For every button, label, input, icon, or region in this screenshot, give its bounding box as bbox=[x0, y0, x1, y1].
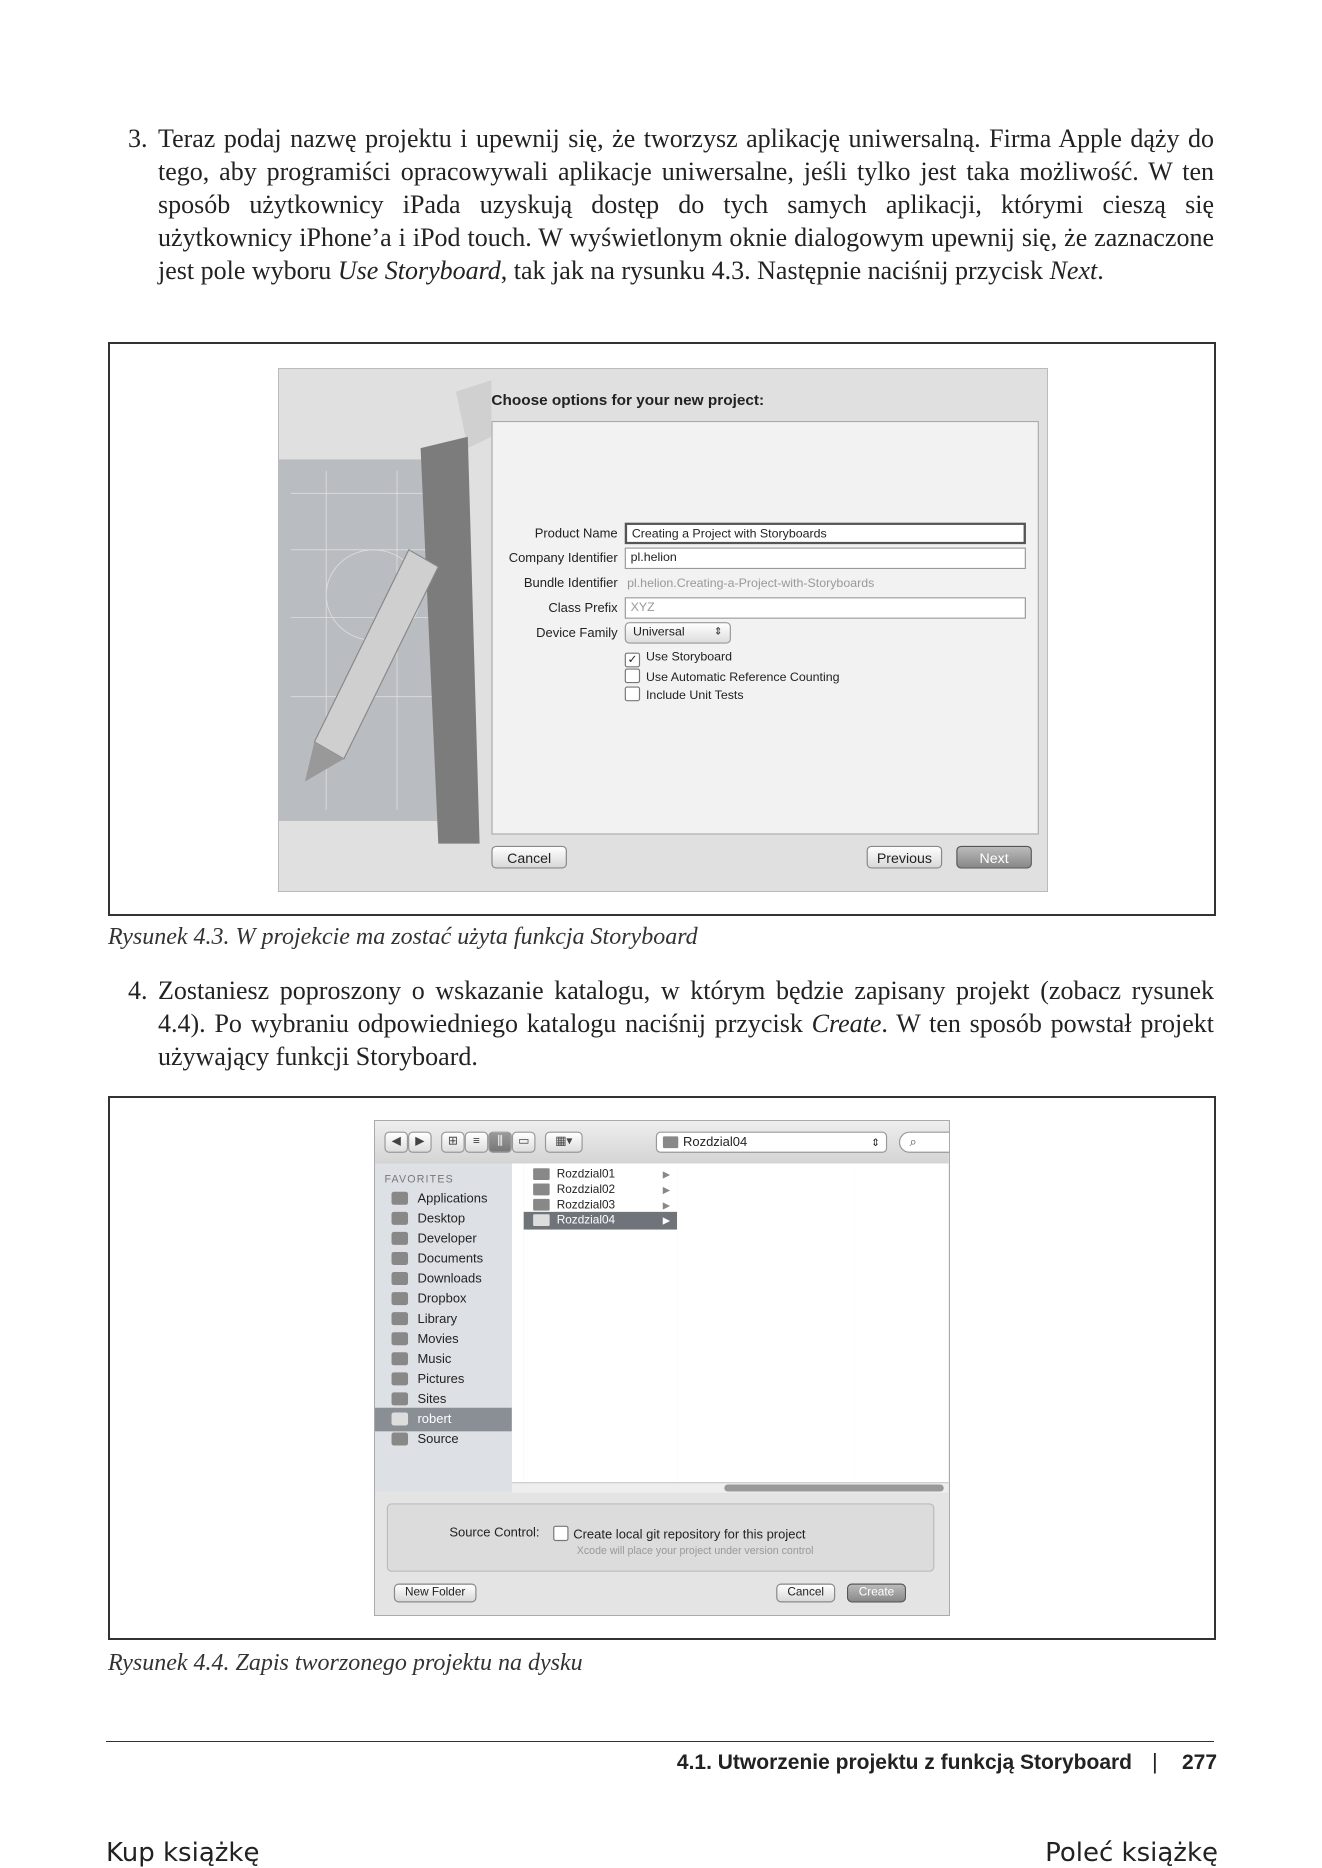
home-icon bbox=[392, 1412, 409, 1425]
use-arc-checkbox[interactable]: Use Automatic Reference Counting bbox=[625, 668, 840, 684]
product-name-row bbox=[493, 522, 1038, 549]
sidebar-item-applications[interactable]: Applications bbox=[375, 1187, 512, 1211]
bundle-identifier-value: pl.helion.Creating-a-Project-with-Storyboards bbox=[627, 576, 875, 591]
downloads-icon bbox=[392, 1272, 409, 1285]
new-project-options-dialog bbox=[278, 368, 1048, 892]
folder-icon bbox=[533, 1168, 550, 1180]
source-control-hint: Xcode will place your project under version control bbox=[576, 1544, 814, 1557]
folder-icon bbox=[533, 1214, 550, 1226]
footer-section-title: 4.1. Utworzenie projektu z funkcją Storyboard bbox=[676, 1751, 1132, 1774]
back-button[interactable]: ◀ bbox=[384, 1132, 408, 1153]
step-3-text: Teraz podaj nazwę projektu i upewnij się, że tworzysz aplikację uniwersalną. Firma Apple dąży do tego, aby programiści opracowywali aplikacje uniwersalne, jeśli tylko jest taka możliwość. W ten sposób użytkownicy iPada uzyskują dostęp do tych samych aplikacji, którymi cieszą się użytkownicy iPhone’a i iPod touch. W wyświetlonym oknie dialogowym upewnij się, że zaznaczone jest pole wyboru Use Storyboard, tak jak na rysunku 4.3. Następnie naciśnij przycisk Next. bbox=[158, 124, 1214, 285]
footer-rule bbox=[106, 1741, 1214, 1742]
figure-4-3-frame bbox=[108, 342, 1216, 916]
disclosure-arrow-icon: ▶ bbox=[662, 1184, 670, 1196]
device-family-row bbox=[493, 621, 1038, 648]
disclosure-arrow-icon: ▶ bbox=[662, 1169, 670, 1180]
browser-column-2 bbox=[524, 1163, 679, 1482]
footer-separator: | bbox=[1152, 1749, 1158, 1774]
desktop-icon bbox=[392, 1212, 409, 1225]
checkbox-empty-icon bbox=[625, 668, 640, 683]
step-4-text: Zostaniesz poproszony o wskazanie katalogu, w którym będzie zapisany projekt (zobacz rysunek 4.4). Po wybraniu odpowiedniego katalogu naciśnij przycisk Create. W ten sposób powstał projekt używający funkcji Storyboard. bbox=[158, 976, 1214, 1071]
source-control-label: Source Control: bbox=[449, 1525, 540, 1540]
step-4-paragraph bbox=[128, 974, 1214, 1073]
product-name-label: Product Name bbox=[534, 527, 618, 541]
bundle-identifier-row bbox=[493, 571, 1038, 598]
sidebar-item-sites[interactable]: Sites bbox=[375, 1388, 512, 1412]
sidebar-item-downloads[interactable]: Downloads bbox=[375, 1267, 512, 1291]
cancel-button[interactable]: Cancel bbox=[776, 1584, 835, 1603]
figure-4-4-caption: Rysunek 4.4. Zapis tworzonego projektu na dysku bbox=[108, 1650, 583, 1676]
step-3-number: 3. bbox=[128, 124, 148, 153]
sidebar-item-library[interactable]: Library bbox=[375, 1307, 512, 1331]
folder-row-rozdzial04[interactable]: Rozdzial04 ▶ bbox=[524, 1212, 677, 1230]
coverflow-view-button[interactable]: ▭ bbox=[512, 1132, 536, 1153]
checkbox-empty-icon bbox=[553, 1526, 568, 1541]
browser-column-4 bbox=[854, 1163, 948, 1482]
folder-icon bbox=[392, 1392, 409, 1405]
sidebar-item-source[interactable]: Source bbox=[375, 1428, 512, 1452]
folder-row-rozdzial01[interactable]: Rozdzial01 ▶ bbox=[524, 1166, 677, 1184]
page-number: 277 bbox=[1182, 1751, 1218, 1774]
column-view-button[interactable]: ⫼ bbox=[488, 1132, 512, 1153]
bundle-identifier-label: Bundle Identifier bbox=[523, 576, 618, 591]
class-prefix-label: Class Prefix bbox=[548, 601, 618, 616]
create-button[interactable]: Create bbox=[847, 1584, 906, 1603]
previous-button[interactable]: Previous bbox=[867, 846, 943, 869]
cancel-button[interactable]: Cancel bbox=[491, 846, 567, 869]
horizontal-scrollbar[interactable] bbox=[512, 1482, 949, 1493]
save-dialog bbox=[374, 1120, 950, 1616]
source-control-panel bbox=[387, 1503, 935, 1571]
product-name-field[interactable]: Creating a Project with Storyboards bbox=[625, 523, 1026, 544]
device-family-label: Device Family bbox=[536, 626, 618, 641]
class-prefix-row bbox=[493, 596, 1038, 623]
sidebar-item-music[interactable]: Music bbox=[375, 1348, 512, 1372]
updown-arrows-icon: ⇕ bbox=[713, 625, 723, 637]
folder-row-rozdzial03[interactable]: Rozdzial03 ▶ bbox=[524, 1197, 677, 1215]
sidebar-item-desktop[interactable]: Desktop bbox=[375, 1207, 512, 1231]
scrollbar-thumb[interactable] bbox=[724, 1484, 943, 1491]
next-button[interactable]: Next bbox=[956, 846, 1032, 869]
folder-icon bbox=[392, 1312, 409, 1325]
recommend-book-link[interactable]: Poleć książkę bbox=[1045, 1838, 1218, 1868]
blueprint-tools-art bbox=[279, 369, 491, 889]
figure-4-3-caption: Rysunek 4.3. W projekcie ma zostać użyta funkcja Storyboard bbox=[108, 924, 698, 950]
icon-view-button[interactable]: ⊞ bbox=[441, 1132, 465, 1153]
sidebar-item-movies[interactable]: Movies bbox=[375, 1328, 512, 1352]
step-4-number: 4. bbox=[128, 976, 148, 1005]
folder-row-rozdzial02[interactable]: Rozdzial02 ▶ bbox=[524, 1181, 677, 1199]
include-unit-tests-checkbox[interactable]: Include Unit Tests bbox=[625, 687, 744, 703]
favorites-header: FAVORITES bbox=[384, 1172, 454, 1185]
arrange-button[interactable]: ▦▾ bbox=[545, 1132, 583, 1153]
disclosure-arrow-icon: ▶ bbox=[662, 1215, 670, 1227]
sidebar-item-dropbox[interactable]: Dropbox bbox=[375, 1287, 512, 1311]
folder-icon bbox=[663, 1136, 678, 1148]
sidebar-item-documents[interactable]: Documents bbox=[375, 1247, 512, 1271]
folder-icon bbox=[392, 1433, 409, 1446]
buy-book-link[interactable]: Kup książkę bbox=[106, 1838, 260, 1868]
sidebar-item-robert[interactable]: robert bbox=[375, 1408, 512, 1432]
company-identifier-field[interactable]: pl.helion bbox=[625, 548, 1026, 569]
applications-icon bbox=[392, 1192, 409, 1205]
sidebar-item-pictures[interactable]: Pictures bbox=[375, 1368, 512, 1392]
class-prefix-field[interactable]: XYZ bbox=[625, 597, 1026, 618]
pictures-icon bbox=[392, 1372, 409, 1385]
updown-arrows-icon: ⇕ bbox=[871, 1136, 881, 1149]
magnifier-icon: ⌕ bbox=[909, 1135, 917, 1150]
git-repository-checkbox[interactable]: Create local git repository for this project bbox=[553, 1526, 805, 1543]
device-family-select[interactable]: Universal ⇕ bbox=[625, 622, 731, 643]
company-identifier-row bbox=[493, 546, 1038, 573]
checkbox-empty-icon bbox=[625, 687, 640, 702]
folder-icon bbox=[533, 1199, 550, 1211]
documents-icon bbox=[392, 1252, 409, 1265]
browser-column-3 bbox=[677, 1163, 855, 1482]
music-icon bbox=[392, 1352, 409, 1365]
checkmark-icon: ✓ bbox=[625, 653, 640, 668]
folder-icon bbox=[392, 1232, 409, 1245]
step-3-paragraph bbox=[128, 122, 1214, 287]
company-identifier-label: Company Identifier bbox=[508, 552, 618, 566]
figure-4-4-frame bbox=[108, 1096, 1216, 1640]
dialog-heading: Choose options for your new project: bbox=[491, 391, 765, 409]
folder-icon bbox=[392, 1292, 409, 1305]
disclosure-arrow-icon: ▶ bbox=[662, 1200, 670, 1211]
folder-icon bbox=[533, 1184, 550, 1196]
options-panel bbox=[491, 421, 1039, 835]
use-storyboard-checkbox[interactable]: ✓ Use Storyboard bbox=[625, 650, 732, 667]
location-popup[interactable]: Rozdzial04 ⇕ bbox=[656, 1132, 887, 1153]
movies-icon bbox=[392, 1332, 409, 1345]
search-field[interactable] bbox=[899, 1132, 950, 1153]
list-view-button[interactable]: ≡ bbox=[465, 1132, 489, 1153]
new-folder-button[interactable]: New Folder bbox=[394, 1584, 477, 1603]
finder-sidebar bbox=[375, 1163, 513, 1491]
sidebar-item-developer[interactable]: Developer bbox=[375, 1227, 512, 1251]
finder-toolbar bbox=[375, 1121, 948, 1165]
forward-button[interactable]: ▶ bbox=[408, 1132, 432, 1153]
